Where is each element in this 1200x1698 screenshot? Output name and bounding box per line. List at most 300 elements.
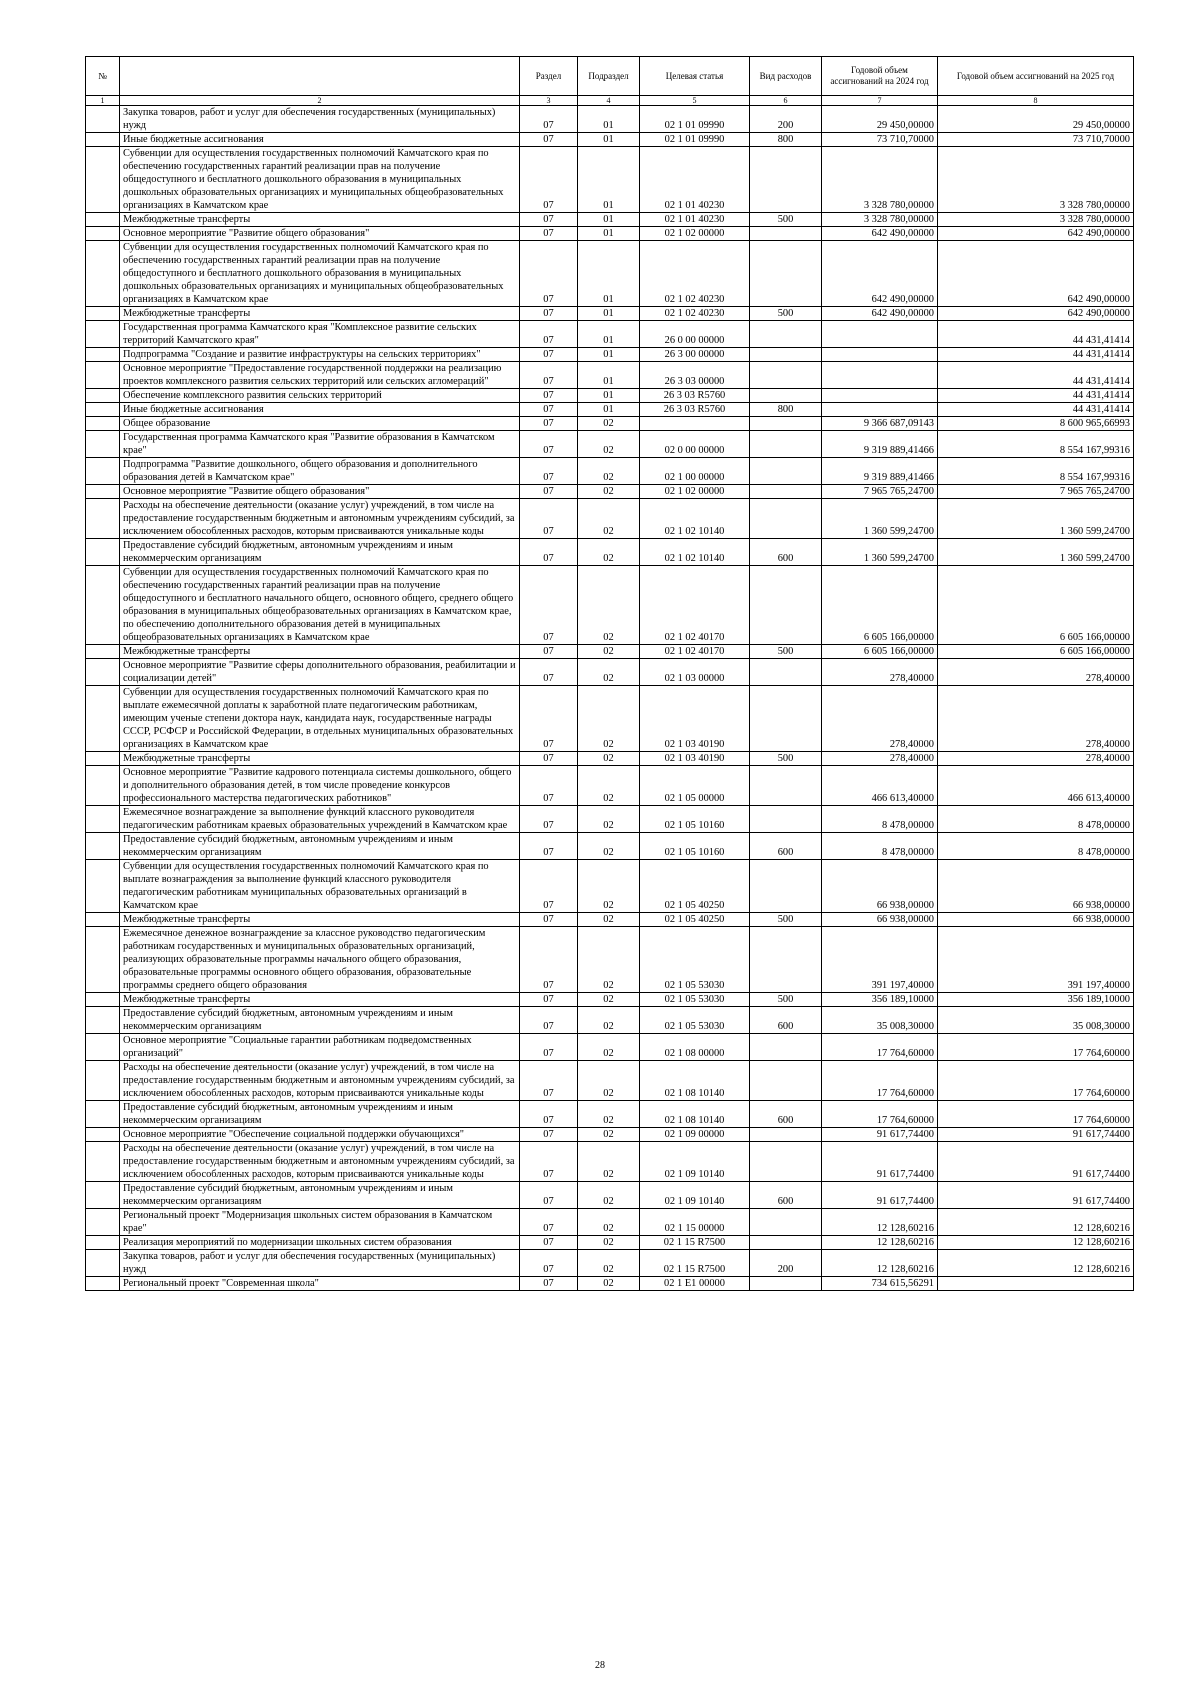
target-article-code: 02 1 02 40230: [640, 307, 750, 321]
header-razdel: Раздел: [520, 57, 578, 96]
item-name: Основное мероприятие "Социальные гарантии работникам подведомственных организаций": [120, 1034, 520, 1061]
amount-2024: 66 938,00000: [822, 913, 938, 927]
amount-2025: 73 710,70000: [938, 133, 1134, 147]
podrazdel-code: 02: [578, 458, 640, 485]
razdel-code: 07: [520, 1236, 578, 1250]
razdel-code: 07: [520, 321, 578, 348]
target-article-code: 02 1 02 40170: [640, 566, 750, 645]
target-article-code: 02 1 05 53030: [640, 927, 750, 993]
amount-2024: 91 617,74400: [822, 1142, 938, 1182]
amount-2025: 44 431,41414: [938, 403, 1134, 417]
razdel-code: 07: [520, 1101, 578, 1128]
table-row: [86, 927, 1134, 993]
amount-2025: 8 554 167,99316: [938, 458, 1134, 485]
item-name: Предоставление субсидий бюджетным, автономным учреждениям и иным некоммерческим организациям: [120, 833, 520, 860]
num-cell: [86, 227, 120, 241]
target-article-code: 26 3 03 R5760: [640, 389, 750, 403]
item-name: Государственная программа Камчатского края "Комплексное развитие сельских территорий Камчатского края": [120, 321, 520, 348]
expense-type-code: 500: [750, 752, 822, 766]
item-name: Предоставление субсидий бюджетным, автономным учреждениям и иным некоммерческим организациям: [120, 1007, 520, 1034]
expense-type-code: 200: [750, 106, 822, 133]
expense-type-code: [750, 362, 822, 389]
podrazdel-code: 02: [578, 1061, 640, 1101]
header-expense-type: Вид расходов: [750, 57, 822, 96]
amount-2025: 91 617,74400: [938, 1142, 1134, 1182]
razdel-code: 07: [520, 913, 578, 927]
razdel-code: 07: [520, 752, 578, 766]
table-row: [86, 499, 1134, 539]
amount-2025: 35 008,30000: [938, 1007, 1134, 1034]
target-article-code: 02 1 08 10140: [640, 1061, 750, 1101]
razdel-code: 07: [520, 403, 578, 417]
podrazdel-code: 01: [578, 133, 640, 147]
amount-2024: 9 319 889,41466: [822, 431, 938, 458]
table-row: [86, 458, 1134, 485]
num-cell: [86, 485, 120, 499]
expense-type-code: [750, 321, 822, 348]
razdel-code: 07: [520, 1128, 578, 1142]
column-number: 3: [520, 96, 578, 106]
table-row: [86, 403, 1134, 417]
target-article-code: 02 1 E1 00000: [640, 1277, 750, 1291]
podrazdel-code: 01: [578, 403, 640, 417]
num-cell: [86, 1061, 120, 1101]
razdel-code: 07: [520, 566, 578, 645]
column-numbering-row: [86, 96, 1134, 106]
amount-2024: 8 478,00000: [822, 806, 938, 833]
target-article-code: 02 1 01 40230: [640, 147, 750, 213]
podrazdel-code: 02: [578, 1007, 640, 1034]
expense-type-code: 600: [750, 833, 822, 860]
table-row: [86, 1236, 1134, 1250]
num-cell: [86, 659, 120, 686]
razdel-code: 07: [520, 659, 578, 686]
expense-type-code: [750, 458, 822, 485]
num-cell: [86, 1142, 120, 1182]
num-cell: [86, 321, 120, 348]
column-number: 6: [750, 96, 822, 106]
num-cell: [86, 766, 120, 806]
table-row: [86, 752, 1134, 766]
item-name: Расходы на обеспечение деятельности (оказание услуг) учреждений, в том числе на предоставление государственным бюджетным и автономным учреждениям субсидий, за исключением обособленных расходов, которым присваиваются уникальные коды: [120, 1142, 520, 1182]
expense-type-code: 500: [750, 993, 822, 1007]
amount-2025: 3 328 780,00000: [938, 213, 1134, 227]
amount-2024: 278,40000: [822, 686, 938, 752]
table-row: [86, 1034, 1134, 1061]
expense-type-code: [750, 766, 822, 806]
target-article-code: 02 1 08 10140: [640, 1101, 750, 1128]
expense-type-code: 500: [750, 307, 822, 321]
expense-type-code: 600: [750, 539, 822, 566]
target-article-code: 26 3 03 00000: [640, 362, 750, 389]
header-amount-2024: Годовой объем ассигнований на 2024 год: [822, 57, 938, 96]
target-article-code: 02 1 05 53030: [640, 1007, 750, 1034]
podrazdel-code: 01: [578, 307, 640, 321]
razdel-code: 07: [520, 362, 578, 389]
num-cell: [86, 539, 120, 566]
target-article-code: 02 1 03 40190: [640, 752, 750, 766]
amount-2024: 17 764,60000: [822, 1034, 938, 1061]
table-row: [86, 485, 1134, 499]
target-article-code: 02 1 00 00000: [640, 458, 750, 485]
expense-type-code: [750, 1061, 822, 1101]
table-row: [86, 417, 1134, 431]
table-row: [86, 686, 1134, 752]
header-amount-2025: Годовой объем ассигнований на 2025 год: [938, 57, 1134, 96]
podrazdel-code: 02: [578, 752, 640, 766]
razdel-code: 07: [520, 1034, 578, 1061]
amount-2024: 6 605 166,00000: [822, 645, 938, 659]
expense-type-code: [750, 241, 822, 307]
item-name: Межбюджетные трансферты: [120, 307, 520, 321]
item-name: Предоставление субсидий бюджетным, автономным учреждениям и иным некоммерческим организациям: [120, 1182, 520, 1209]
expense-type-code: [750, 431, 822, 458]
target-article-code: 02 1 02 40230: [640, 241, 750, 307]
target-article-code: 26 3 03 R5760: [640, 403, 750, 417]
expense-type-code: 600: [750, 1101, 822, 1128]
num-cell: [86, 1034, 120, 1061]
podrazdel-code: 01: [578, 389, 640, 403]
amount-2025: 29 450,00000: [938, 106, 1134, 133]
amount-2024: 17 764,60000: [822, 1061, 938, 1101]
razdel-code: 07: [520, 766, 578, 806]
header-num: №: [86, 57, 120, 96]
amount-2025: 44 431,41414: [938, 362, 1134, 389]
amount-2025: 8 478,00000: [938, 806, 1134, 833]
podrazdel-code: 02: [578, 566, 640, 645]
amount-2024: 91 617,74400: [822, 1182, 938, 1209]
podrazdel-code: 01: [578, 147, 640, 213]
expense-type-code: [750, 806, 822, 833]
target-article-code: 02 1 05 10160: [640, 806, 750, 833]
amount-2025: 278,40000: [938, 659, 1134, 686]
podrazdel-code: 02: [578, 833, 640, 860]
expense-type-code: [750, 485, 822, 499]
table-row: [86, 766, 1134, 806]
table-row: [86, 227, 1134, 241]
amount-2025: 1 360 599,24700: [938, 539, 1134, 566]
expense-type-code: 600: [750, 1182, 822, 1209]
podrazdel-code: 02: [578, 1236, 640, 1250]
amount-2025: 278,40000: [938, 752, 1134, 766]
amount-2025: 91 617,74400: [938, 1182, 1134, 1209]
num-cell: [86, 645, 120, 659]
amount-2024: 642 490,00000: [822, 227, 938, 241]
amount-2025: 12 128,60216: [938, 1236, 1134, 1250]
amount-2024: 73 710,70000: [822, 133, 938, 147]
num-cell: [86, 106, 120, 133]
table-row: [86, 147, 1134, 213]
item-name: Межбюджетные трансферты: [120, 213, 520, 227]
podrazdel-code: 02: [578, 993, 640, 1007]
razdel-code: 07: [520, 927, 578, 993]
target-article-code: 02 1 05 00000: [640, 766, 750, 806]
table-row: [86, 1142, 1134, 1182]
table-row: [86, 1209, 1134, 1236]
razdel-code: 07: [520, 458, 578, 485]
razdel-code: 07: [520, 1061, 578, 1101]
razdel-code: 07: [520, 348, 578, 362]
podrazdel-code: 02: [578, 806, 640, 833]
table-row: [86, 833, 1134, 860]
num-cell: [86, 1277, 120, 1291]
podrazdel-code: 02: [578, 913, 640, 927]
razdel-code: 07: [520, 833, 578, 860]
item-name: Основное мероприятие "Развитие общего образования": [120, 227, 520, 241]
num-cell: [86, 1101, 120, 1128]
amount-2025: 391 197,40000: [938, 927, 1134, 993]
target-article-code: 02 1 09 10140: [640, 1182, 750, 1209]
razdel-code: 07: [520, 1250, 578, 1277]
target-article-code: 02 1 02 40170: [640, 645, 750, 659]
num-cell: [86, 860, 120, 913]
razdel-code: 07: [520, 860, 578, 913]
item-name: Ежемесячное вознаграждение за выполнение функций классного руководителя педагогическим работникам краевых образовательных учреждений в Камчатском крае: [120, 806, 520, 833]
num-cell: [86, 927, 120, 993]
amount-2025: 356 189,10000: [938, 993, 1134, 1007]
expense-type-code: [750, 686, 822, 752]
expense-type-code: 200: [750, 1250, 822, 1277]
table-row: [86, 1128, 1134, 1142]
amount-2025: 8 478,00000: [938, 833, 1134, 860]
num-cell: [86, 752, 120, 766]
table-row: [86, 1250, 1134, 1277]
razdel-code: 07: [520, 241, 578, 307]
amount-2024: 8 478,00000: [822, 833, 938, 860]
item-name: Основное мероприятие "Обеспечение социальной поддержки обучающихся": [120, 1128, 520, 1142]
target-article-code: 02 1 02 10140: [640, 499, 750, 539]
column-number: 2: [120, 96, 520, 106]
item-name: Межбюджетные трансферты: [120, 752, 520, 766]
expense-type-code: [750, 389, 822, 403]
target-article-code: 26 0 00 00000: [640, 321, 750, 348]
item-name: Подпрограмма "Создание и развитие инфраструктуры на сельских территориях": [120, 348, 520, 362]
num-cell: [86, 403, 120, 417]
item-name: Межбюджетные трансферты: [120, 913, 520, 927]
column-number: 1: [86, 96, 120, 106]
amount-2025: 66 938,00000: [938, 913, 1134, 927]
num-cell: [86, 1236, 120, 1250]
num-cell: [86, 348, 120, 362]
expense-type-code: [750, 1128, 822, 1142]
expense-type-code: 800: [750, 403, 822, 417]
num-cell: [86, 686, 120, 752]
expense-type-code: [750, 927, 822, 993]
razdel-code: 07: [520, 213, 578, 227]
table-row: [86, 321, 1134, 348]
num-cell: [86, 362, 120, 389]
item-name: Предоставление субсидий бюджетным, автономным учреждениям и иным некоммерческим организациям: [120, 539, 520, 566]
podrazdel-code: 02: [578, 1209, 640, 1236]
amount-2024: 35 008,30000: [822, 1007, 938, 1034]
podrazdel-code: 02: [578, 1034, 640, 1061]
item-name: Ежемесячное денежное вознаграждение за классное руководство педагогическим работникам государственных и муниципальных образовательных организаций, реализующих образовательные программы начального общего образования, образовательные программы основного общего образования, образовательные программы среднего общего образования: [120, 927, 520, 993]
num-cell: [86, 913, 120, 927]
item-name: Межбюджетные трансферты: [120, 993, 520, 1007]
amount-2024: 642 490,00000: [822, 307, 938, 321]
expense-type-code: [750, 860, 822, 913]
table-row: [86, 913, 1134, 927]
item-name: Расходы на обеспечение деятельности (оказание услуг) учреждений, в том числе на предоставление государственным бюджетным и автономным учреждениям субсидий, за исключением обособленных расходов, которым присваиваются уникальные коды: [120, 499, 520, 539]
expense-type-code: 500: [750, 913, 822, 927]
column-number: 7: [822, 96, 938, 106]
razdel-code: 07: [520, 499, 578, 539]
item-name: Межбюджетные трансферты: [120, 645, 520, 659]
num-cell: [86, 1250, 120, 1277]
expense-type-code: [750, 227, 822, 241]
amount-2025: 8 600 965,66993: [938, 417, 1134, 431]
num-cell: [86, 499, 120, 539]
num-cell: [86, 417, 120, 431]
amount-2025: 12 128,60216: [938, 1250, 1134, 1277]
razdel-code: 07: [520, 307, 578, 321]
table-row: [86, 1182, 1134, 1209]
num-cell: [86, 307, 120, 321]
item-name: Предоставление субсидий бюджетным, автономным учреждениям и иным некоммерческим организациям: [120, 1101, 520, 1128]
podrazdel-code: 01: [578, 213, 640, 227]
target-article-code: 02 1 01 09990: [640, 106, 750, 133]
num-cell: [86, 1128, 120, 1142]
table-row: [86, 213, 1134, 227]
item-name: Субвенции для осуществления государственных полномочий Камчатского края по обеспечению государственных гарантий реализации прав на получение общедоступного и бесплатного дошкольного образования в муниципальных дошкольных образовательных организациях и муниципальных общеобразовательных организациях в Камчатском крае: [120, 147, 520, 213]
podrazdel-code: 02: [578, 686, 640, 752]
item-name: Основное мероприятие "Развитие кадрового потенциала системы дошкольного, общего и дополнительного образования детей, в том числе проведение конкурсов профессионального мастерства педагогических работников": [120, 766, 520, 806]
num-cell: [86, 389, 120, 403]
item-name: Реализация мероприятий по модернизации школьных систем образования: [120, 1236, 520, 1250]
item-name: Иные бюджетные ассигнования: [120, 133, 520, 147]
item-name: Основное мероприятие "Предоставление государственной поддержки на реализацию проектов комплексного развития сельских территорий или сельских агломераций": [120, 362, 520, 389]
item-name: Региональный проект "Модернизация школьных систем образования в Камчатском крае": [120, 1209, 520, 1236]
amount-2025: 17 764,60000: [938, 1101, 1134, 1128]
amount-2025: 466 613,40000: [938, 766, 1134, 806]
item-name: Закупка товаров, работ и услуг для обеспечения государственных (муниципальных) нужд: [120, 106, 520, 133]
num-cell: [86, 147, 120, 213]
podrazdel-code: 02: [578, 659, 640, 686]
expense-type-code: [750, 147, 822, 213]
item-name: Обеспечение комплексного развития сельских территорий: [120, 389, 520, 403]
target-article-code: 02 1 02 10140: [640, 539, 750, 566]
razdel-code: 07: [520, 806, 578, 833]
podrazdel-code: 02: [578, 860, 640, 913]
table-row: [86, 566, 1134, 645]
amount-2024: [822, 348, 938, 362]
item-name: Общее образование: [120, 417, 520, 431]
razdel-code: 07: [520, 133, 578, 147]
column-number: 4: [578, 96, 640, 106]
podrazdel-code: 01: [578, 227, 640, 241]
item-name: Субвенции для осуществления государственных полномочий Камчатского края по обеспечению государственных гарантий реализации прав на получение общедоступного и бесплатного начального общего, основного общего, среднего общего образования в муниципальных общеобразовательных организациях в Камчатском крае, по обеспечению дополнительного образования детей в муниципальных общеобразовательных организациях в Камчатском крае: [120, 566, 520, 645]
razdel-code: 07: [520, 1277, 578, 1291]
target-article-code: 02 1 03 40190: [640, 686, 750, 752]
table-row: [86, 993, 1134, 1007]
amount-2024: 391 197,40000: [822, 927, 938, 993]
item-name: Основное мероприятие "Развитие сферы дополнительного образования, реабилитации и социализации детей": [120, 659, 520, 686]
amount-2024: 1 360 599,24700: [822, 499, 938, 539]
razdel-code: 07: [520, 106, 578, 133]
num-cell: [86, 133, 120, 147]
table-row: [86, 659, 1134, 686]
table-row: [86, 1101, 1134, 1128]
amount-2024: 356 189,10000: [822, 993, 938, 1007]
amount-2025: 278,40000: [938, 686, 1134, 752]
razdel-code: 07: [520, 485, 578, 499]
amount-2025: 12 128,60216: [938, 1209, 1134, 1236]
target-article-code: 02 1 08 00000: [640, 1034, 750, 1061]
razdel-code: 07: [520, 147, 578, 213]
num-cell: [86, 566, 120, 645]
amount-2024: [822, 403, 938, 417]
podrazdel-code: 02: [578, 539, 640, 566]
razdel-code: 07: [520, 389, 578, 403]
amount-2024: [822, 321, 938, 348]
table-header-row: [86, 57, 1134, 96]
razdel-code: 07: [520, 1007, 578, 1034]
target-article-code: 02 1 02 00000: [640, 485, 750, 499]
razdel-code: 07: [520, 686, 578, 752]
amount-2025: 6 605 166,00000: [938, 566, 1134, 645]
table-row: [86, 1007, 1134, 1034]
amount-2024: 7 965 765,24700: [822, 485, 938, 499]
table-row: [86, 645, 1134, 659]
razdel-code: 07: [520, 539, 578, 566]
expense-type-code: [750, 1277, 822, 1291]
target-article-code: 02 1 15 R7500: [640, 1250, 750, 1277]
target-article-code: 26 3 00 00000: [640, 348, 750, 362]
razdel-code: 07: [520, 1209, 578, 1236]
table-row: [86, 389, 1134, 403]
num-cell: [86, 458, 120, 485]
target-article-code: 02 1 09 00000: [640, 1128, 750, 1142]
amount-2025: 17 764,60000: [938, 1061, 1134, 1101]
amount-2024: 1 360 599,24700: [822, 539, 938, 566]
table-row: [86, 241, 1134, 307]
expense-type-code: [750, 417, 822, 431]
item-name: Расходы на обеспечение деятельности (оказание услуг) учреждений, в том числе на предоставление государственным бюджетным и автономным учреждениям субсидий, за исключением обособленных расходов, которым присваиваются уникальные коды: [120, 1061, 520, 1101]
amount-2025: [938, 1277, 1134, 1291]
header-name: [120, 57, 520, 96]
num-cell: [86, 1007, 120, 1034]
budget-document-page: [85, 56, 1133, 1291]
amount-2024: [822, 389, 938, 403]
target-article-code: 02 1 05 40250: [640, 860, 750, 913]
amount-2025: 642 490,00000: [938, 241, 1134, 307]
razdel-code: 07: [520, 1142, 578, 1182]
expense-type-code: 600: [750, 1007, 822, 1034]
podrazdel-code: 02: [578, 927, 640, 993]
amount-2025: 3 328 780,00000: [938, 147, 1134, 213]
amount-2024: 12 128,60216: [822, 1250, 938, 1277]
expense-type-code: [750, 1209, 822, 1236]
table-row: [86, 133, 1134, 147]
target-article-code: 02 1 05 10160: [640, 833, 750, 860]
amount-2025: 7 965 765,24700: [938, 485, 1134, 499]
num-cell: [86, 1209, 120, 1236]
amount-2024: 3 328 780,00000: [822, 213, 938, 227]
num-cell: [86, 1182, 120, 1209]
razdel-code: 07: [520, 1182, 578, 1209]
amount-2024: 278,40000: [822, 752, 938, 766]
podrazdel-code: 02: [578, 1277, 640, 1291]
column-number: 5: [640, 96, 750, 106]
table-row: [86, 539, 1134, 566]
num-cell: [86, 431, 120, 458]
expense-type-code: [750, 1034, 822, 1061]
expense-type-code: [750, 659, 822, 686]
podrazdel-code: 01: [578, 348, 640, 362]
table-row: [86, 348, 1134, 362]
expense-type-code: 500: [750, 213, 822, 227]
razdel-code: 07: [520, 417, 578, 431]
